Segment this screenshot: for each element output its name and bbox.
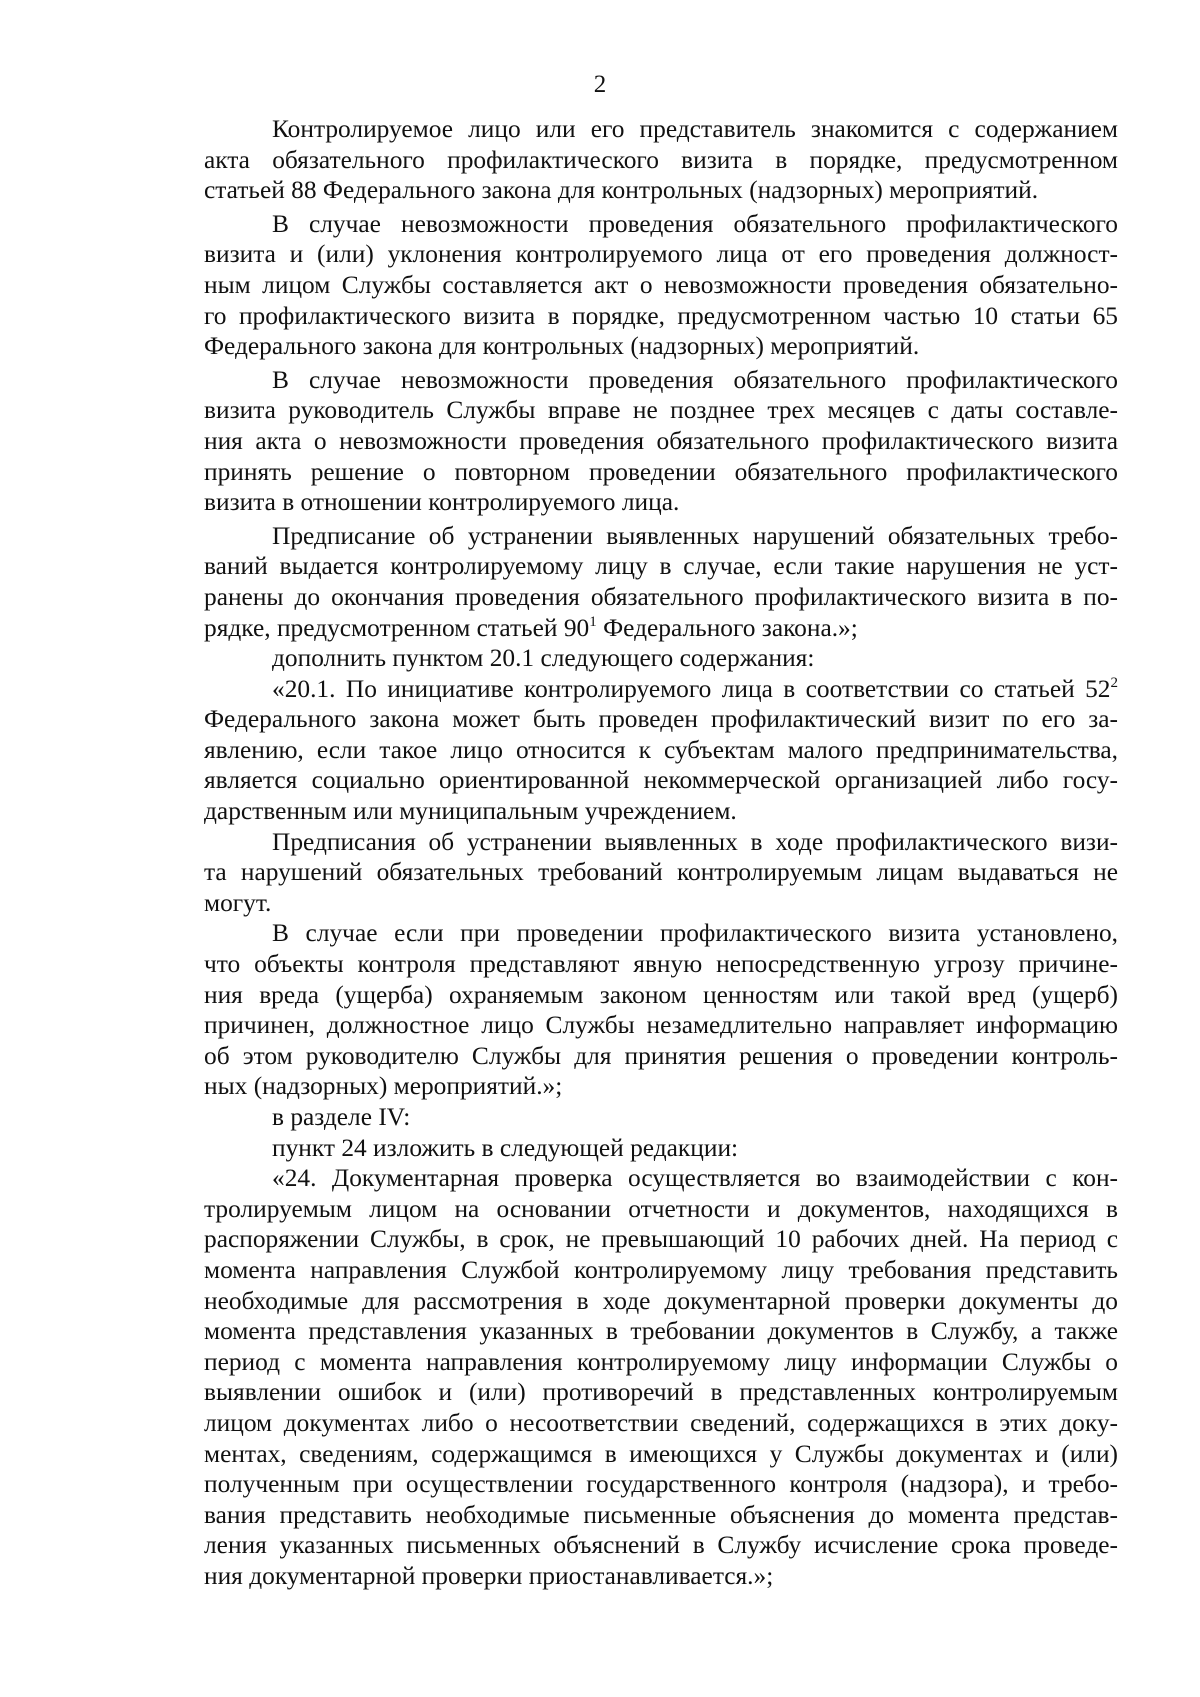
line: в разделе IV: (272, 1103, 411, 1131)
line-text: Федерального закона.»; (596, 613, 858, 642)
line: полученным при осуществлении государственного контроля (надзора), и требо- (204, 1470, 1118, 1499)
line: выявлении ошибок и (или) противоречий в представленных контролируемым (204, 1378, 1118, 1407)
line (204, 674, 1118, 705)
line: что объекты контроля представляют явную непосредственную угрозу причине- (204, 950, 1118, 979)
line: Федерального закона может быть проведен профилактический визит по его за- (204, 705, 1118, 734)
line: В случае если при проведении профилактического визита установлено, (272, 919, 1118, 948)
line: «24. Документарная проверка осуществляется во взаимодействии с кон- (272, 1164, 1118, 1193)
document-body (204, 114, 1118, 1592)
line: ния акта о невозможности проведения обязательного профилактического визита (204, 426, 1118, 455)
paragraph-5 (204, 643, 1118, 674)
line: является социально ориентированной некоммерческой организацией либо госу- (204, 766, 1118, 795)
line: период с момента направления контролируемому лицу информации Службы о (204, 1347, 1118, 1376)
line: визита руководитель Службы вправе не позднее трех месяцев с даты составле- (204, 396, 1118, 425)
line: акта обязательного профилактического визита в порядке, предусмотренном (204, 145, 1118, 174)
line: распоряжении Службы, в срок, не превышающий 10 рабочих дней. На период с (204, 1225, 1118, 1254)
line: принять решение о повторном проведении обязательного профилактического (204, 457, 1118, 486)
paragraph-11 (204, 1163, 1118, 1591)
line: визита в отношении контролируемого лица. (204, 488, 680, 517)
line-text: «20.1. По инициативе контролируемого лица в соответствии со статьей 52 (272, 674, 1111, 703)
line: об этом руководителю Службы для принятия решения о проведении контроль- (204, 1041, 1118, 1070)
line: та нарушений обязательных требований контролируемым лицам выдаваться не (204, 858, 1118, 887)
paragraph-2 (204, 209, 1118, 362)
paragraph-9 (204, 1102, 1118, 1133)
line: визита и (или) уклонения контролируемого лица от его проведения должност- (204, 240, 1118, 269)
line: ранены до окончания проведения обязательного профилактического визита в по- (204, 582, 1118, 611)
line: причинен, должностное лицо Службы незамедлительно направляет информацию (204, 1011, 1118, 1040)
line: могут. (204, 888, 272, 917)
line: явлению, если такое лицо относится к субъектам малого предпринимательства, (204, 735, 1118, 764)
line: необходимые для рассмотрения в ходе документарной проверки документы до (204, 1286, 1118, 1315)
line: ным лицом Службы составляется акт о невозможности проведения обязательно- (204, 270, 1118, 299)
line: ния вреда (ущерба) охраняемым законом ценностям или такой вред (ущерб) (204, 980, 1118, 1009)
line: момента направления Службой контролируемому лицу требования представить (204, 1255, 1118, 1284)
line: В случае невозможности проведения обязательного профилактического (272, 365, 1118, 394)
paragraph-1 (204, 114, 1118, 206)
paragraph-3 (204, 365, 1118, 518)
line: ления указанных письменных объяснений в Службу исчисление срока проведе- (204, 1531, 1118, 1560)
paragraph-10 (204, 1133, 1118, 1164)
paragraph-4 (204, 521, 1118, 643)
paragraph-7 (204, 827, 1118, 919)
page-number: 2 (593, 71, 607, 98)
line: Предписания об устранении выявленных в ходе профилактического визи- (272, 827, 1118, 856)
line: лицом документах либо о несоответствии сведений, содержащихся в этих доку- (204, 1408, 1118, 1437)
line: Предписание об устранении выявленных нарушений обязательных требо- (272, 521, 1118, 550)
superscript: 1 (589, 613, 597, 630)
line: ния документарной проверки приостанавливается.»; (204, 1561, 774, 1590)
line: пункт 24 изложить в следующей редакции: (272, 1133, 739, 1162)
line (204, 613, 1118, 644)
line: дарственным или муниципальным учреждением. (204, 797, 737, 826)
paragraph-6 (204, 674, 1118, 827)
line: Контролируемое лицо или его представитель знакомится с содержанием (272, 115, 1118, 143)
line: В случае невозможности проведения обязательного профилактического (272, 209, 1118, 238)
line: Федерального закона для контрольных (надзорных) мероприятий. (204, 332, 920, 361)
line: тролируемым лицом на основании отчетности и документов, находящихся в (204, 1194, 1118, 1223)
line: ваний выдается контролируемому лицу в случае, если такие нарушения не уст- (204, 552, 1118, 581)
line: ных (надзорных) мероприятий.»; (204, 1072, 563, 1101)
line: момента представления указанных в требовании документов в Службу, а также (204, 1317, 1118, 1346)
paragraph-8 (204, 918, 1118, 1102)
line: дополнить пунктом 20.1 следующего содержания: (272, 644, 815, 673)
superscript: 2 (1110, 674, 1118, 691)
line-text: рядке, предусмотренном статьей 90 (204, 613, 590, 642)
line: го профилактического визита в порядке, предусмотренном частью 10 статьи 65 (204, 301, 1118, 330)
line: ментах, сведениям, содержащимся в имеющихся у Службы документах и (или) (204, 1439, 1118, 1468)
line: вания представить необходимые письменные объяснения до момента представ- (204, 1500, 1118, 1529)
line: статьей 88 Федерального закона для контрольных (надзорных) мероприятий. (204, 176, 1039, 205)
